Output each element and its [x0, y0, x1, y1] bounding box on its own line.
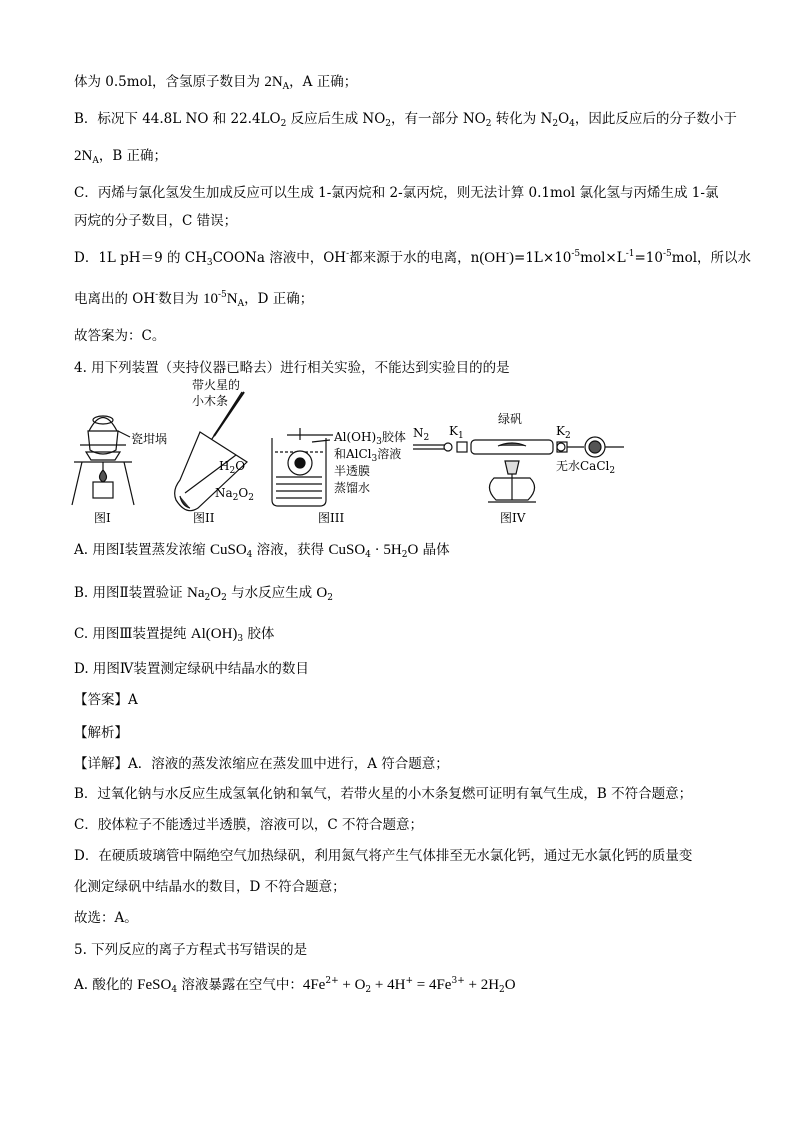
fig3-label-3: 半透膜 — [334, 464, 371, 478]
fig3-label-2: 和AlCl$_3$溶液 — [334, 447, 402, 464]
para-line-7: 电离出的 OH-数目为 $10^{-5}N_A$，D 正确； — [74, 290, 314, 309]
para-line-8: 故答案为：C。 — [74, 328, 166, 344]
detail-3: C．胶体粒子不能透过半透膜，溶液可以，C 不符合题意； — [74, 817, 423, 833]
fig2-label-stick-1: 带火星的 — [192, 378, 241, 392]
fig2-label-stick-2: 小木条 — [192, 394, 229, 408]
fig1-label-crucible: 瓷坩埚 — [131, 432, 168, 446]
fig3-label-4: 蒸馏水 — [334, 481, 371, 495]
fig3-caption: 图III — [318, 511, 345, 525]
fig1-caption: 图I — [94, 511, 111, 525]
fig4-label-alum: 绿矾 — [498, 412, 523, 426]
fig2-caption: 图II — [193, 511, 215, 525]
detail-5: 化测定绿矾中结晶水的数目，D 不符合题意； — [74, 879, 346, 895]
fig3-label-1: $Al(OH)_3$胶体 — [334, 430, 406, 447]
fig2-label-na2o2: $Na_2O_2$ — [215, 486, 254, 503]
para-line-5: 丙烷的分子数目，C 错误； — [74, 213, 238, 229]
para-line-6: D．1L pH＝9 的 $CH_3COONa$ 溶液中，OH-都来源于水的电离，$n(OH^-)=1L\times 10^{-5}mol\times L^{-1}=10^{-5}mol$，所以水 — [74, 249, 752, 268]
option-d: D. 用图Ⅳ装置测定绿矾中结晶水的数目 — [74, 661, 309, 677]
question-5-title: 5. 下列反应的离子方程式书写错误的是 — [74, 942, 308, 958]
para-line-2: B．标况下 44.8L NO 和 $22.4LO_2$ 反应后生成 $NO_2$，有一部分 $NO_2$ 转化为 $N_2O_4$，因此反应后的分子数小于 — [74, 111, 737, 129]
fig4-label-cacl2: 无水CaCl$_2$ — [556, 459, 616, 476]
detail-6: 故选：A。 — [74, 910, 138, 926]
para-line-1: 体为 0.5mol，含氢原子数目为 $2N_A$，A 正确； — [74, 74, 358, 92]
fig3-dialysis-beaker — [272, 428, 333, 506]
fig2-label-water: $H_2O$ — [219, 459, 246, 476]
detail-2: B．过氧化钠与水反应生成氢氧化钠和氧气，若带火星的小木条复燃可证明有氧气生成，B 不符合题意； — [74, 786, 693, 802]
fig4-label-k1: $K_1$ — [449, 424, 464, 441]
answer-label: 【答案】 — [74, 692, 128, 708]
question-4-title: 4. 用下列装置（夹持仪器已略去）进行相关实验，不能达到实验目的的是 — [74, 360, 510, 376]
fig1-crucible-tripod — [72, 416, 134, 505]
para-line-3: $2N_A$，B 正确； — [74, 148, 168, 166]
para-line-4: C．丙烯与氯化氢发生加成反应可以生成 1-氯丙烷和 2-氯丙烷，则无法计算 0.1mol 氯化氢与丙烯生成 1-氯 — [74, 185, 719, 201]
answer-value: A — [128, 692, 138, 708]
answer — [74, 690, 138, 710]
option-c: C. 用图Ⅲ装置提纯 $Al(OH)_3$ 胶体 — [74, 626, 275, 644]
option-a: A. 用图Ⅰ装置蒸发浓缩 CuSO$_4$ 溶液，获得 CuSO$_4$ · $5H_2O$ 晶体 — [74, 542, 450, 560]
question-5-option-a: A. 酸化的 FeSO$_4$ 溶液暴露在空气中：$4Fe^{2+} + O_2 + 4H^+ = 4Fe^{3+} + 2H_2O$ — [74, 976, 516, 995]
analysis-label: 【解析】 — [74, 725, 128, 741]
fig4-label-n2: $N_2$ — [413, 426, 430, 443]
detail-4: D．在硬质玻璃管中隔绝空气加热绿矾，利用氮气将产生气体排至无水氯化钙，通过无水氯化钙的质量变 — [74, 848, 693, 864]
fig4-caption: 图IV — [500, 511, 526, 525]
option-b: B. 用图Ⅱ装置验证 $Na_2O_2$ 与水反应生成 $O_2$ — [74, 585, 333, 603]
detail-1: 【详解】A．溶液的蒸发浓缩应在蒸发皿中进行，A 符合题意； — [74, 756, 449, 772]
fig4-label-k2: $K_2$ — [556, 424, 571, 441]
